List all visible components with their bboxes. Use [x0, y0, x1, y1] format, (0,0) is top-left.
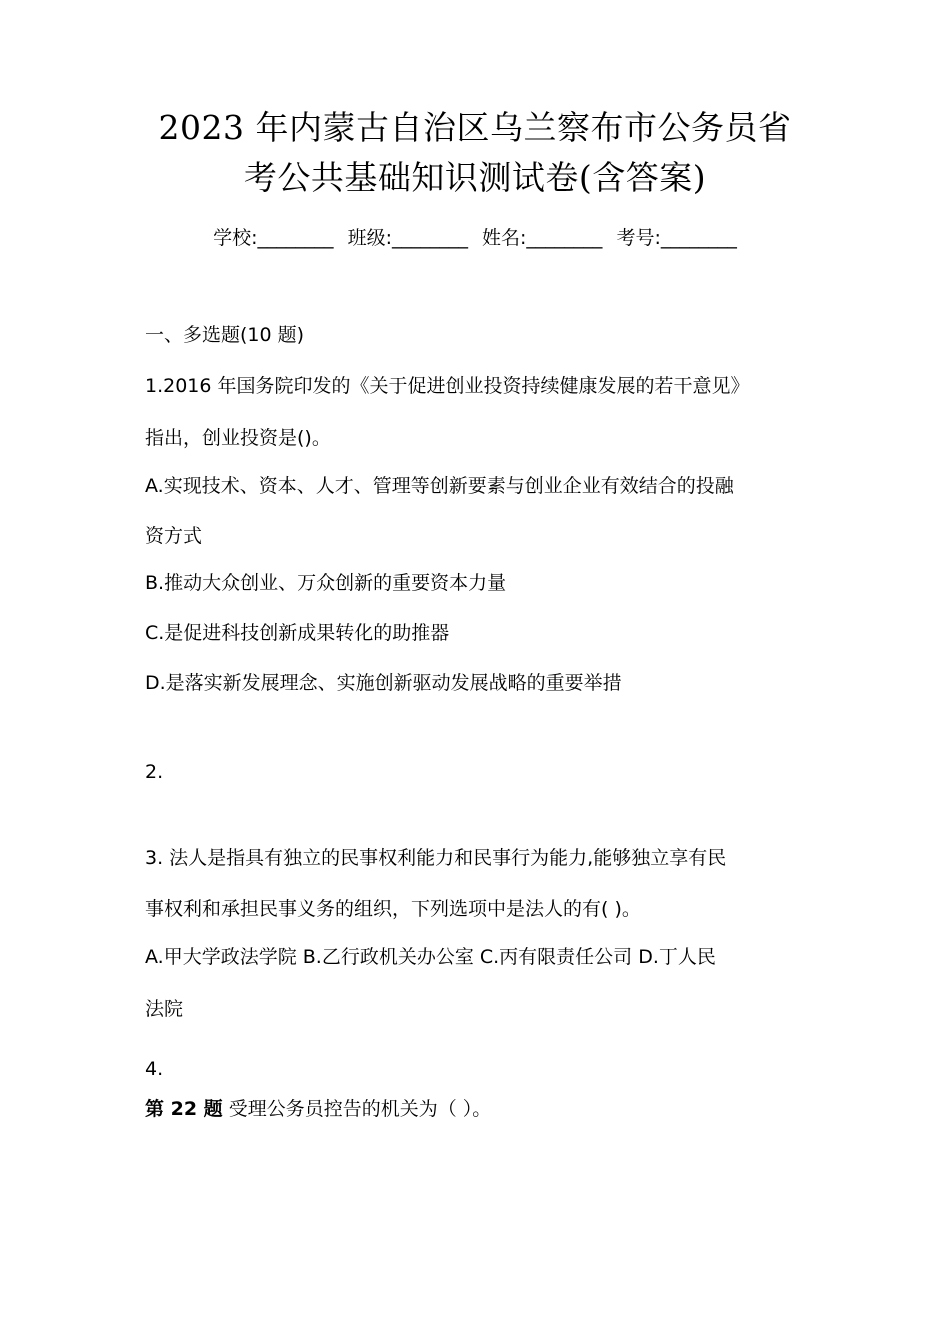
- class-field: 班级:________: [347, 227, 468, 249]
- name-field: 姓名:________: [482, 227, 603, 249]
- question-1-option-b: B.推动大众创业、万众创新的重要资本力量: [145, 572, 507, 594]
- question-4-number: 4.: [145, 1058, 164, 1080]
- question-3-stem-line-2: 事权利和承担民事义务的组织，下列选项中是法人的有( )。: [145, 898, 641, 920]
- question-4-subquestion: [145, 1094, 491, 1124]
- page-title-line-1: 2023 年内蒙古自治区乌兰察布市公务员省: [158, 108, 792, 147]
- question-4-sub-label: 第 22 题: [145, 1098, 223, 1120]
- question-1-option-c: C.是促进科技创新成果转化的助推器: [145, 622, 450, 644]
- question-1-option-a-line-2: 资方式: [145, 525, 203, 547]
- exam-number-field: 考号:________: [616, 227, 737, 249]
- page-title-line-2: 考公共基础知识测试卷(含答案): [243, 158, 707, 197]
- question-1-option-a-line-1: A.实现技术、资本、人才、管理等创新要素与创业企业有效结合的投融: [145, 475, 734, 497]
- question-3-stem-line-1: 3. 法人是指具有独立的民事权利能力和民事行为能力,能够独立享有民: [145, 847, 727, 869]
- question-2-number: 2.: [145, 761, 164, 783]
- section-heading: 一、多选题(10 题): [145, 324, 305, 346]
- question-3-options-line-1: A.甲大学政法学院 B.乙行政机关办公室 C.丙有限责任公司 D.丁人民: [145, 946, 716, 968]
- question-4-sub-text: 受理公务员控告的机关为（ ）。: [222, 1098, 492, 1120]
- school-field: 学校:________: [213, 227, 334, 249]
- student-info-row: [0, 224, 950, 252]
- question-1-stem-line-2: 指出，创业投资是()。: [145, 427, 331, 449]
- question-1-option-d: D.是落实新发展理念、实施创新驱动发展战略的重要举措: [145, 672, 622, 694]
- question-3-options-line-2: 法院: [145, 998, 184, 1020]
- question-1-stem-line-1: 1.2016 年国务院印发的《关于促进创业投资持续健康发展的若干意见》: [145, 375, 750, 397]
